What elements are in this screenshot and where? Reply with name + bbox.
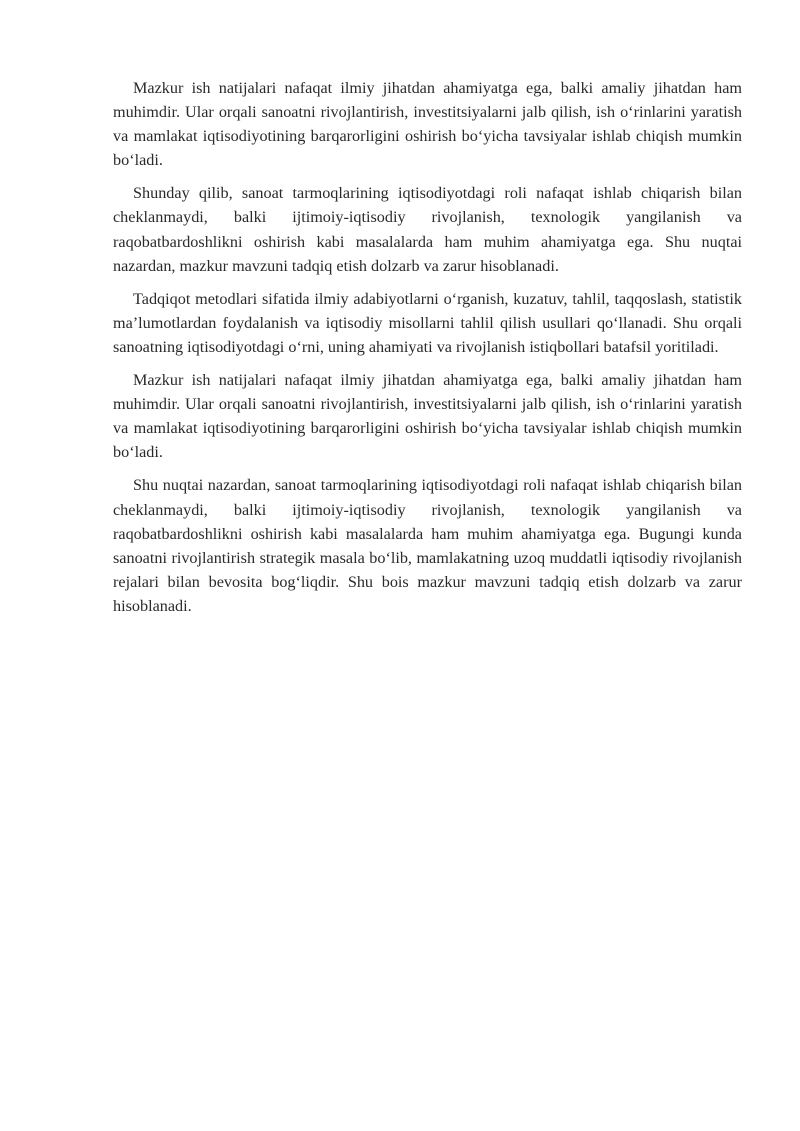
body-text [113,76,742,627]
paragraph-2: Shunday qilib, sanoat tarmoqlarining iqtisodiyotdagi roli nafaqat ishlab chiqarish bilan cheklanmaydi, balki ijtimoiy-iqtisodiy rivojlanish, texnologik yangilanish va raqobatbardoshlikni oshirish kabi masalalarda ham muhim ahamiyatga ega. Shu nuqtai nazardan, mazkur mavzuni tadqiq etish dolzarb va zarur hisoblanadi. [113,184,742,275]
paragraph-5: Shu nuqtai nazardan, sanoat tarmoqlarining iqtisodiyotdagi roli nafaqat ishlab chiqarish bilan cheklanmaydi, balki ijtimoiy-iqtisodiy rivojlanish, texnologik yangilanish va raqobatbardoshlikni oshirish kabi masalalarda ham muhim ahamiyatga ega. Bugungi kunda sanoatni rivojlantirish strategik masala bo‘lib, mamlakatning uzoq muddatli iqtisodiy rivojlanish rejalari bilan bevosita bog‘liqdir. Shu bois mazkur mavzuni tadqiq etish dolzarb va zarur hisoblanadi. [113,476,742,615]
paragraph-3: Tadqiqot metodlari sifatida ilmiy adabiyotlarni o‘rganish, kuzatuv, tahlil, taqqoslash, statistik ma’lumotlardan foydalanish va iqtisodiy misollarni tahlil qilish usullari qo‘llanadi. Shu orqali sanoatning iqtisodiyotdagi o‘rni, uning ahamiyati va rivojlanish istiqbollari batafsil yoritiladi. [113,289,742,356]
paragraph-4: Mazkur ish natijalari nafaqat ilmiy jihatdan ahamiyatga ega, balki amaliy jihatdan ham muhimdir. Ular orqali sanoatni rivojlantirish, investitsiyalarni jalb qilish, ish o‘rinlarini yaratish va mamlakat iqtisodiyotining barqarorligini oshirish bo‘yicha tavsiyalar ishlab chiqish mumkin bo‘ladi. [113,371,742,462]
paragraph-1: Mazkur ish natijalari nafaqat ilmiy jihatdan ahamiyatga ega, balki amaliy jihatdan ham muhimdir. Ular orqali sanoatni rivojlantirish, investitsiyalarni jalb qilish, ish o‘rinlarini yaratish va mamlakat iqtisodiyotining barqarorligini oshirish bo‘yicha tavsiyalar ishlab chiqish mumkin bo‘ladi. [113,79,742,170]
